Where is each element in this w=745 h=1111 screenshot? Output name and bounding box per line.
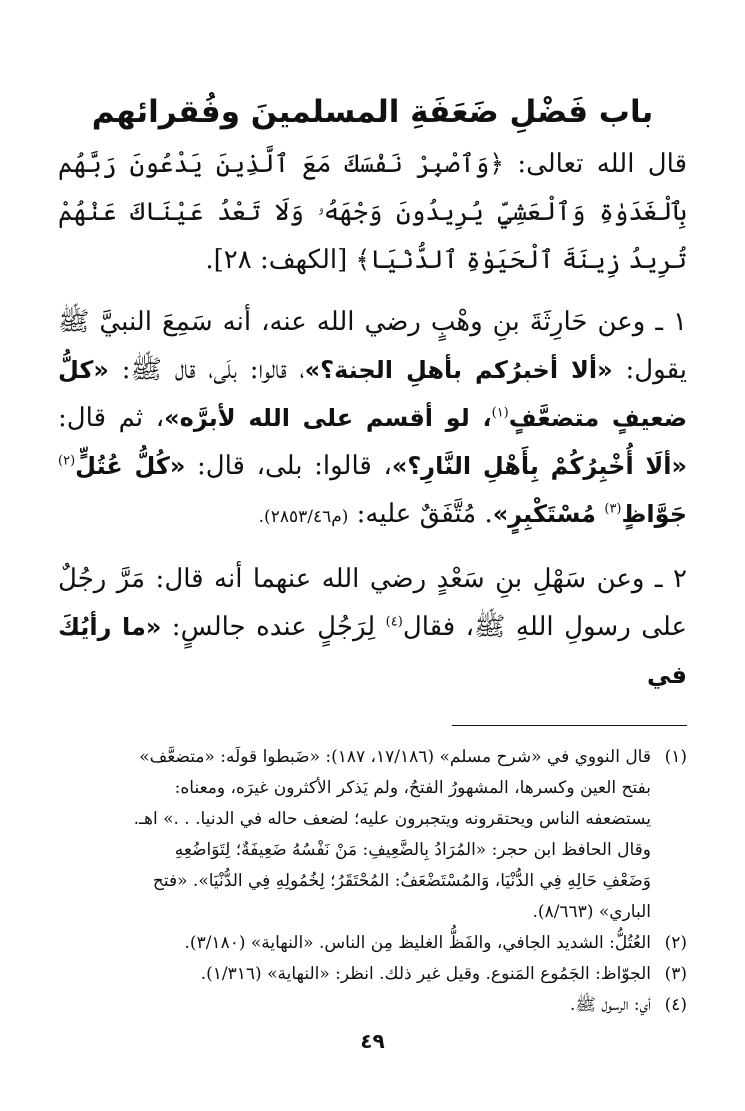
- hadith-1-quote: «كُلُّ عُتُلٍّ: [75, 452, 186, 480]
- hadith-2-text: لِرَجُلٍ عنده جالسٍ:: [161, 612, 386, 642]
- footnote-line: الجوّاظ: الجَمُوع المَنوع. وقيل غير ذلك. انظر: «النهاية» (١/٣١٦).: [200, 964, 651, 984]
- hadith-1-quote: ، لو أقسم على الله لأبرَّه»: [164, 404, 492, 432]
- footnote-number: (٢): [664, 933, 687, 953]
- footnote-line: العُتُلُّ: الشديد الجافي، والفَظُّ الغليظ مِن الناس. «النهاية» (٣/١٨٠).: [184, 933, 651, 953]
- main-text: [58, 140, 687, 699]
- footnote-line: وَضَعْفِ حَالِهِ فِي الدُّنْيَا، وَالمُسْتَضْعَفُ: المُحْتَقَرُ؛ لِخُمُولِهِ فِي الدُّنْيَا». «فتح: [152, 871, 651, 891]
- footnote-number: (٣): [664, 964, 687, 984]
- book-page: [58, 90, 687, 1091]
- hadith-1-text: ، قالوا: بلَى، قال ﷺ:: [108, 355, 305, 385]
- footnote-number: (١): [664, 747, 687, 767]
- intro-lead: قال الله تعالى:: [503, 149, 687, 179]
- footnote-body: [58, 742, 651, 928]
- footnote-marker-4[interactable]: (٤): [385, 614, 403, 630]
- hadith-2: [58, 555, 687, 699]
- footnote-marker-2[interactable]: (٢): [58, 453, 76, 469]
- hadith-1-text: . مُتَّفَقٌ عليه:: [348, 499, 493, 529]
- footnote-marker-1[interactable]: (١): [491, 405, 509, 421]
- hadith-2-text: ٢ ـ وعن سَهْلِ بنِ سَعْدٍ رضي الله عنهما أنه قال: مَرَّ رجُلٌ على رسولِ اللهِ ﷺ، فقال: [58, 564, 687, 642]
- hadith-2-quote: «ما رأيُكَ في: [58, 613, 687, 689]
- footnote-number: (٤): [664, 995, 687, 1015]
- footnote-separator: [452, 725, 687, 726]
- hadith-1-quote: «ألَا أُخْبِرُكُمْ بِأَهْلِ النَّارِ؟»: [391, 452, 687, 480]
- footnote-line: يستضعفه الناس ويحتقرونه ويتجبرون عليه؛ لضعف حاله في الدنيا. . .» اهـ.: [133, 809, 651, 829]
- footnote-line: بفتح العين وكسرها، المشهورُ الفتحُ، ولم يَذكر الأكثرون غيرَه، ومعناه:: [174, 778, 651, 798]
- footnote-marker-3[interactable]: (٣): [604, 501, 622, 517]
- footnote-4: [58, 990, 687, 1021]
- footnote-line: قال النووي في «شرح مسلم» (١٧/١٨٦، ١٨٧): «ضَبطوا قولَه: «متضعَّف»: [139, 747, 651, 767]
- footnotes: [58, 742, 687, 1021]
- footnote-2: [58, 928, 687, 959]
- footnote-body: [58, 959, 651, 990]
- hadith-1-text: ، قالوا: بلى، قال:: [185, 451, 392, 481]
- hadith-1: [58, 298, 687, 541]
- hadith-1-text: ، ثم قال:: [58, 403, 165, 433]
- hadith-1-text: ١ ـ وعن حَارِثَةَ بنِ وهْبٍ رضي الله عنه، أنه سَمِعَ النبيَّ ﷺ يقول:: [58, 307, 687, 385]
- hadith-1-quote: «كلُّ ضعيفٍ متضعَّفٍ: [58, 356, 688, 432]
- quran-verse: ﴿وَٱصْبِرْ نَفْسَكَ مَعَ ٱلَّذِينَ يَدْعُونَ رَبَّهُم بِٱلْغَدَوٰةِ وَٱلْعَشِيِّ يُرِيدُونَ وَجْهَهُۥ وَلَا تَعْدُ عَيْنَاكَ عَنْهُمْ تُرِيدُ زِينَةَ ٱلْحَيَوٰةِ ٱلدُّنْيَا﴾: [58, 149, 687, 274]
- footnote-line: أي: الرسول ﷺ.: [570, 995, 651, 1015]
- footnote-3: [58, 959, 687, 990]
- verse-reference: [الكهف: ٢٨].: [205, 245, 356, 275]
- page-number: ٤٩: [360, 1029, 385, 1053]
- footnote-1: [58, 742, 687, 928]
- footnote-body: [58, 990, 651, 1021]
- footnote-line: وقال الحافظ ابن حجر: «المُرَادُ بِالضَّعِيفِ: مَنْ نَفْسُهُ ضَعِيفَةٌ؛ لِتَوَاضُعِهِ: [174, 840, 651, 860]
- hadith-1-quote: مُسْتَكْبِرٍ»: [492, 500, 605, 528]
- hadith-1-reference: (م٢٨٥٣/٤٦).: [258, 507, 349, 527]
- intro-paragraph: [58, 140, 687, 284]
- hadith-1-quote: «ألا أخبرُكم بأهلِ الجنة؟»: [304, 356, 613, 384]
- footnote-line: الباري» (٨/٦٦٣).: [532, 902, 651, 922]
- footnote-body: [58, 928, 651, 959]
- hadith-1-quote: جَوَّاظٍ: [621, 500, 687, 528]
- chapter-title: باب فَضْلِ ضَعَفَةِ المسلمينَ وفُقرائهم: [91, 94, 654, 130]
